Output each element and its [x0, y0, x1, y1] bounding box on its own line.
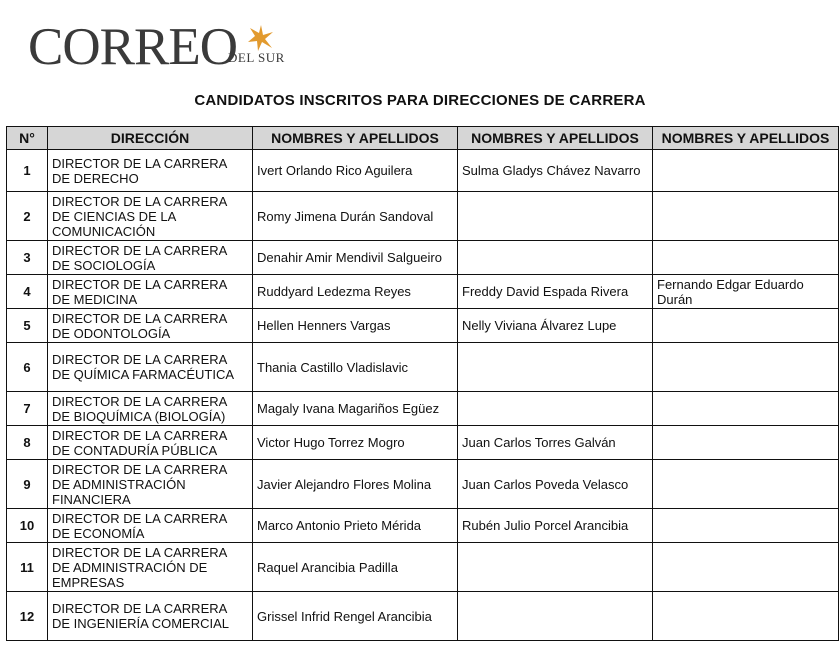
header-nombres-1: NOMBRES Y APELLIDOS [253, 127, 458, 150]
row-number: 12 [7, 592, 48, 641]
candidate-1-cell: Grissel Infrid Rengel Arancibia [253, 592, 458, 641]
direccion-cell: DIRECTOR DE LA CARRERA DE SOCIOLOGÍA [48, 241, 253, 275]
direccion-cell: DIRECTOR DE LA CARRERA DE QUÍMICA FARMACÉUTICA [48, 343, 253, 392]
header-nombres-3: NOMBRES Y APELLIDOS [653, 127, 839, 150]
table-row [7, 509, 839, 543]
direccion-cell: DIRECTOR DE LA CARRERA DE ADMINISTRACIÓN FINANCIERA [48, 460, 253, 509]
candidate-2-cell: Juan Carlos Poveda Velasco [458, 460, 653, 509]
direccion-cell: DIRECTOR DE LA CARRERA DE CIENCIAS DE LA COMUNICACIÓN [48, 192, 253, 241]
header-nombres-2: NOMBRES Y APELLIDOS [458, 127, 653, 150]
candidate-1-cell: Magaly Ivana Magariños Egüez [253, 392, 458, 426]
table-row [7, 241, 839, 275]
candidate-3-cell [653, 509, 839, 543]
candidate-1-cell: Raquel Arancibia Padilla [253, 543, 458, 592]
page-title: CANDIDATOS INSCRITOS PARA DIRECCIONES DE CARRERA [194, 92, 646, 109]
candidate-1-cell: Victor Hugo Torrez Mogro [253, 426, 458, 460]
row-number: 3 [7, 241, 48, 275]
row-number: 7 [7, 392, 48, 426]
candidate-1-cell: Javier Alejandro Flores Molina [253, 460, 458, 509]
candidate-3-cell [653, 309, 839, 343]
direccion-cell: DIRECTOR DE LA CARRERA DE MEDICINA [48, 275, 253, 309]
logo-wordmark: CORREO [28, 18, 237, 76]
candidate-2-cell: Rubén Julio Porcel Arancibia [458, 509, 653, 543]
direccion-cell: DIRECTOR DE LA CARRERA DE ECONOMÍA [48, 509, 253, 543]
candidate-2-cell [458, 343, 653, 392]
direccion-cell: DIRECTOR DE LA CARRERA DE BIOQUÍMICA (BIOLOGÍA) [48, 392, 253, 426]
candidate-3-cell [653, 343, 839, 392]
table-header-row [7, 127, 839, 150]
candidate-3-cell [653, 392, 839, 426]
table-row [7, 426, 839, 460]
candidate-2-cell [458, 241, 653, 275]
candidate-3-cell [653, 543, 839, 592]
row-number: 2 [7, 192, 48, 241]
candidate-1-cell: Ruddyard Ledezma Reyes [253, 275, 458, 309]
table-row [7, 460, 839, 509]
direccion-cell: DIRECTOR DE LA CARRERA DE ADMINISTRACIÓN DE EMPRESAS [48, 543, 253, 592]
direccion-cell: DIRECTOR DE LA CARRERA DE CONTADURÍA PÚBLICA [48, 426, 253, 460]
candidate-1-cell: Marco Antonio Prieto Mérida [253, 509, 458, 543]
candidate-2-cell [458, 543, 653, 592]
candidate-3-cell [653, 460, 839, 509]
star-burst-icon [246, 24, 276, 52]
candidate-1-cell: Ivert Orlando Rico Aguilera [253, 150, 458, 192]
row-number: 4 [7, 275, 48, 309]
header-direccion: DIRECCIÓN [48, 127, 253, 150]
row-number: 1 [7, 150, 48, 192]
candidate-2-cell: Nelly Viviana Álvarez Lupe [458, 309, 653, 343]
table-row [7, 392, 839, 426]
candidate-2-cell: Freddy David Espada Rivera [458, 275, 653, 309]
candidate-3-cell [653, 150, 839, 192]
candidate-2-cell: Sulma Gladys Chávez Navarro [458, 150, 653, 192]
candidate-1-cell: Thania Castillo Vladislavic [253, 343, 458, 392]
newspaper-logo [28, 20, 298, 74]
table-row [7, 592, 839, 641]
table-row [7, 150, 839, 192]
candidate-3-cell [653, 592, 839, 641]
logo-subtitle: DEL SUR [228, 50, 285, 65]
table-row [7, 543, 839, 592]
table-row [7, 192, 839, 241]
candidate-2-cell [458, 592, 653, 641]
row-number: 6 [7, 343, 48, 392]
direccion-cell: DIRECTOR DE LA CARRERA DE INGENIERÍA COMERCIAL [48, 592, 253, 641]
table-row [7, 343, 839, 392]
candidate-3-cell: Fernando Edgar Eduardo Durán [653, 275, 839, 309]
row-number: 10 [7, 509, 48, 543]
table-row [7, 309, 839, 343]
candidate-2-cell [458, 392, 653, 426]
row-number: 9 [7, 460, 48, 509]
candidate-1-cell: Hellen Henners Vargas [253, 309, 458, 343]
candidates-table [6, 126, 839, 641]
direccion-cell: DIRECTOR DE LA CARRERA DE ODONTOLOGÍA [48, 309, 253, 343]
row-number: 5 [7, 309, 48, 343]
direccion-cell: DIRECTOR DE LA CARRERA DE DERECHO [48, 150, 253, 192]
header-number: N° [7, 127, 48, 150]
candidate-3-cell [653, 426, 839, 460]
candidate-1-cell: Denahir Amir Mendivil Salgueiro [253, 241, 458, 275]
candidate-2-cell: Juan Carlos Torres Galván [458, 426, 653, 460]
candidate-3-cell [653, 192, 839, 241]
candidate-1-cell: Romy Jimena Durán Sandoval [253, 192, 458, 241]
row-number: 11 [7, 543, 48, 592]
table-row [7, 275, 839, 309]
candidate-3-cell [653, 241, 839, 275]
row-number: 8 [7, 426, 48, 460]
candidate-2-cell [458, 192, 653, 241]
